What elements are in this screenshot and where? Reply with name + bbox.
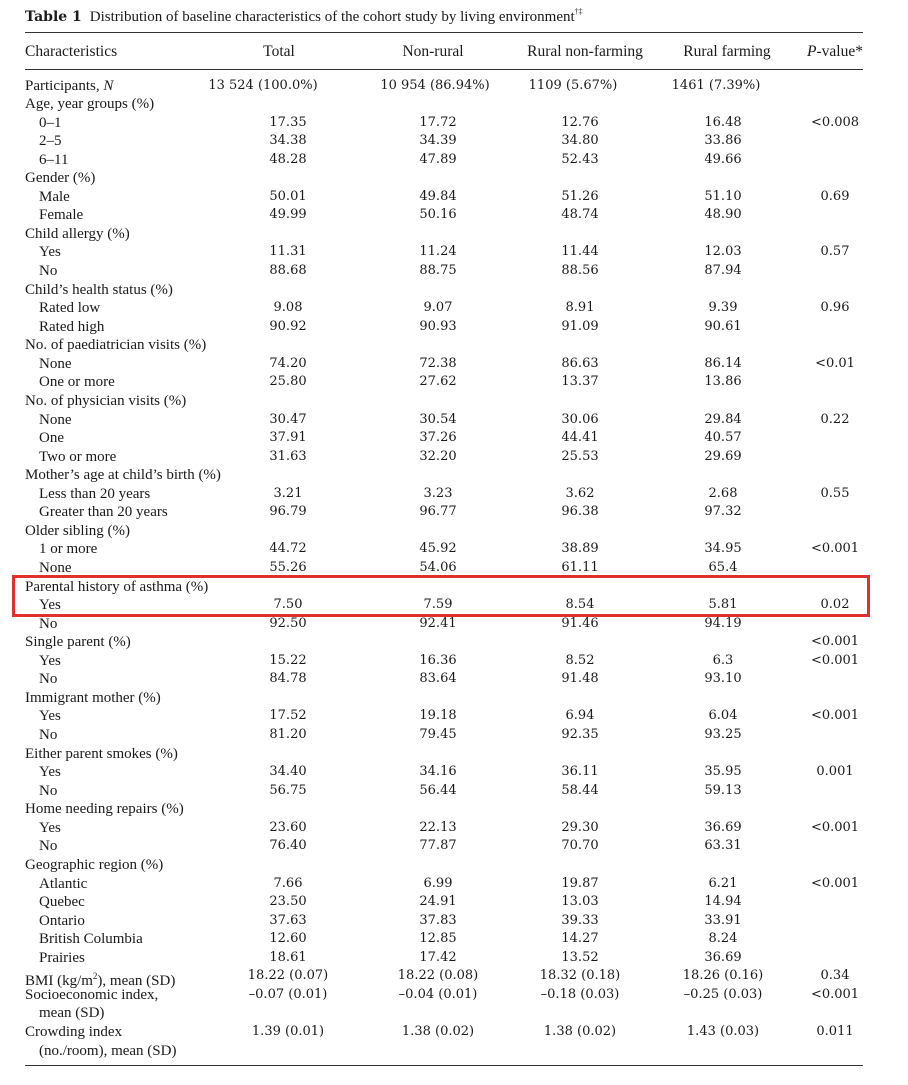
row-sublabel: Prairies xyxy=(39,949,85,966)
row-sublabel: Less than 20 years xyxy=(39,485,151,502)
bottom-rule xyxy=(25,1065,863,1066)
cell-total: 76.40 xyxy=(269,838,307,854)
row-label: Age, year groups (%) xyxy=(25,96,155,112)
cell-non-rural: 16.36 xyxy=(419,652,457,668)
cell-p-value: <0.001 xyxy=(810,652,860,668)
cell-total: 7.66 xyxy=(273,875,303,891)
participants-total: 13 524 (100.0%) xyxy=(208,78,318,93)
cell-rural-farming: 36.69 xyxy=(704,819,742,835)
cell-p-value: <0.001 xyxy=(810,819,860,835)
table-label: Table 1 xyxy=(25,9,82,25)
top-rule xyxy=(25,32,863,33)
row-label: Geographic region (%) xyxy=(25,856,164,873)
cell-rural-non-farming: 92.35 xyxy=(561,727,599,743)
row-sublabel: 6–11 xyxy=(39,151,69,168)
cell-total: 74.20 xyxy=(269,355,307,371)
cell-total: 34.40 xyxy=(269,764,307,780)
row-sublabel: Yes xyxy=(39,652,61,669)
cell-rural-non-farming: 48.74 xyxy=(561,207,599,223)
participants-rural-non-farming: 1109 (5.67%) xyxy=(528,78,618,93)
cell-rural-farming: 29.84 xyxy=(704,411,742,427)
cell-total: 81.20 xyxy=(269,727,307,743)
cell-rural-non-farming: 13.03 xyxy=(561,894,599,910)
cell-non-rural: 7.59 xyxy=(423,597,453,613)
cell-rural-farming: 6.21 xyxy=(708,875,738,891)
cell-p-value: <0.008 xyxy=(810,114,860,130)
row-sublabel: Male xyxy=(39,188,70,205)
cell-rural-farming: 8.24 xyxy=(708,931,738,947)
cell-rural-non-farming: 8.52 xyxy=(565,652,595,668)
cell-total: 15.22 xyxy=(269,652,307,668)
cell-rural-non-farming: 51.26 xyxy=(561,188,599,204)
cell-rural-non-farming: 11.44 xyxy=(561,244,599,260)
cell-rural-non-farming: 14.27 xyxy=(561,931,599,947)
cell-rural-farming: 5.81 xyxy=(708,597,738,613)
cell-rural-non-farming: 91.46 xyxy=(561,615,599,631)
row-label-bmi: BMI $(kg/m^2)$, mean (SD) xyxy=(25,971,176,990)
cell-rural-non-farming: 91.09 xyxy=(561,318,599,334)
row-sublabel: None xyxy=(39,560,72,576)
cell-total: 92.50 xyxy=(269,615,307,631)
cell-p-value: 0.57 xyxy=(820,244,850,260)
cell-p-value: <0.001 xyxy=(810,634,860,650)
cell-rural-non-farming: 13.37 xyxy=(561,374,599,390)
row-sublabel: 2–5 xyxy=(39,133,62,150)
cell-rural-non-farming: 12.76 xyxy=(561,114,599,130)
cell-total: 90.92 xyxy=(269,318,307,334)
cell-rural-farming: 2.68 xyxy=(708,485,738,501)
title-footnote-marks: †‡ xyxy=(574,7,583,16)
row-sublabel: One xyxy=(39,430,64,447)
cell-rural-farming: 14.94 xyxy=(704,894,742,910)
cell-total: 50.01 xyxy=(269,188,307,204)
cell-rural-non-farming: 61.11 xyxy=(561,560,599,575)
cell-rural-farming: 93.10 xyxy=(704,671,742,687)
row-sublabel: mean (SD) xyxy=(39,1005,105,1022)
bmi-rural-non-farming: 18.32 (0.18) xyxy=(539,968,621,984)
cell-total: 12.60 xyxy=(269,931,307,947)
header-p-value: P-value* xyxy=(807,43,863,60)
cell-total: 17.52 xyxy=(269,708,307,724)
cell-rural-non-farming: 6.94 xyxy=(565,708,595,724)
cell-rural-farming: 97.32 xyxy=(704,504,742,520)
header-non-rural: Non-rural xyxy=(402,43,464,60)
table-caption xyxy=(25,7,583,26)
row-label: Home needing repairs (%) xyxy=(25,801,184,818)
cell-p-value: <0.001 xyxy=(810,708,860,724)
cell-total: 31.63 xyxy=(269,448,307,464)
cell-p-value: 0.55 xyxy=(820,485,850,501)
cell-rural-farming: 63.31 xyxy=(704,838,742,854)
row-sublabel: (no./room), mean (SD) xyxy=(39,1042,177,1059)
cell-total: 11.31 xyxy=(269,244,307,260)
cell-rural-non-farming: 39.33 xyxy=(561,912,599,928)
cell-rural-non-farming: 70.70 xyxy=(561,838,599,854)
cell-total: 1.39 (0.01) xyxy=(251,1024,325,1039)
row-sublabel: Atlantic xyxy=(39,875,88,892)
cell-rural-farming: 36.69 xyxy=(704,949,742,965)
cell-total: 96.79 xyxy=(269,504,307,520)
cell-rural-farming: 29.69 xyxy=(704,448,742,464)
cell-p-value: <0.01 xyxy=(815,355,855,371)
cell-non-rural: 88.75 xyxy=(419,263,457,279)
cell-non-rural: 17.72 xyxy=(419,114,457,130)
cell-p-value: 0.011 xyxy=(816,1024,854,1039)
row-label: Older sibling (%) xyxy=(25,522,130,539)
cell-non-rural: 6.99 xyxy=(423,875,453,891)
cell-rural-farming: –0.25 (0.03) xyxy=(683,986,763,1002)
cell-rural-non-farming: 29.30 xyxy=(561,819,599,835)
cell-non-rural: 34.39 xyxy=(419,133,457,149)
cell-rural-non-farming: 8.54 xyxy=(565,597,595,613)
cell-non-rural: 54.06 xyxy=(419,560,457,575)
row-sublabel: British Columbia xyxy=(39,931,143,948)
table-title: Distribution of baseline characteristics of the cohort study by living environment xyxy=(89,9,575,25)
cell-total: 30.47 xyxy=(269,411,307,427)
cell-non-rural: 22.13 xyxy=(419,819,457,835)
cell-total: 34.38 xyxy=(269,133,307,149)
cell-total: 18.61 xyxy=(269,949,307,965)
row-sublabel: Rated low xyxy=(39,300,101,317)
cell-total: 9.08 xyxy=(273,300,303,316)
row-label: Single parent (%) xyxy=(25,634,131,651)
cell-non-rural: 37.26 xyxy=(419,430,457,446)
cell-non-rural: –0.04 (0.01) xyxy=(398,986,478,1002)
cell-rural-farming: 35.95 xyxy=(704,764,742,780)
cell-p-value: 0.69 xyxy=(820,188,850,204)
row-label: Parental history of asthma (%) xyxy=(25,578,209,595)
cell-p-value: 0.22 xyxy=(820,411,850,427)
header-characteristics: Characteristics xyxy=(25,43,118,60)
row-sublabel: 0–1 xyxy=(39,114,62,131)
row-label: Child’s health status (%) xyxy=(25,281,173,298)
cell-total: 23.60 xyxy=(269,819,307,835)
row-sublabel: Yes xyxy=(39,244,61,261)
cell-total: 37.63 xyxy=(269,912,307,928)
row-label-participants: Participants, N xyxy=(25,78,114,94)
cell-rural-farming: 13.86 xyxy=(704,374,742,390)
cell-rural-farming: 65.4 xyxy=(708,560,738,575)
row-sublabel: Yes xyxy=(39,597,61,614)
row-sublabel: No xyxy=(39,671,58,688)
cell-rural-farming: 87.94 xyxy=(704,263,742,279)
participants-non-rural: 10 954 (86.94%) xyxy=(380,78,490,93)
cell-rural-non-farming: 52.43 xyxy=(561,151,599,167)
cell-non-rural: 83.64 xyxy=(419,671,457,687)
cell-non-rural: 56.44 xyxy=(419,782,457,798)
cell-total: 3.21 xyxy=(273,485,303,501)
cell-total: –0.07 (0.01) xyxy=(248,986,328,1002)
cell-non-rural: 11.24 xyxy=(419,244,457,260)
bmi-rural-farming: 18.26 (0.16) xyxy=(682,968,764,984)
header-rural-farming: Rural farming xyxy=(683,43,771,60)
header-total: Total xyxy=(263,43,295,60)
cell-non-rural: 96.77 xyxy=(419,504,457,520)
cell-non-rural: 3.23 xyxy=(423,485,453,501)
cell-rural-farming: 40.57 xyxy=(704,430,742,446)
cell-non-rural: 77.87 xyxy=(419,838,457,854)
cell-non-rural: 24.91 xyxy=(419,894,457,910)
cell-rural-farming: 48.90 xyxy=(704,207,742,223)
cell-non-rural: 17.42 xyxy=(419,949,457,965)
row-sublabel: Two or more xyxy=(39,448,117,465)
cell-p-value: 0.96 xyxy=(820,300,850,316)
row-sublabel: Yes xyxy=(39,708,61,725)
cell-non-rural: 45.92 xyxy=(419,541,457,557)
cell-rural-non-farming: 96.38 xyxy=(561,504,599,520)
bmi-p-value: 0.34 xyxy=(820,968,850,984)
cell-total: 49.99 xyxy=(269,207,307,223)
cell-non-rural: 90.93 xyxy=(419,318,457,334)
cell-rural-farming: 33.86 xyxy=(704,133,742,149)
cell-non-rural: 1.38 (0.02) xyxy=(401,1024,475,1039)
cell-rural-farming: 94.19 xyxy=(704,615,742,631)
cell-total: 48.28 xyxy=(269,151,307,167)
cell-rural-farming: 9.39 xyxy=(708,300,738,316)
cell-rural-non-farming: 34.80 xyxy=(561,133,599,149)
header-rural-non-farming: Rural non-farming xyxy=(527,43,643,60)
row-label: Mother’s age at child’s birth (%) xyxy=(25,467,221,484)
cell-total: 17.35 xyxy=(269,114,307,130)
cell-rural-non-farming: 86.63 xyxy=(561,355,599,371)
row-sublabel: 1 or more xyxy=(39,541,98,558)
cell-total: 44.72 xyxy=(269,541,307,557)
cell-rural-farming: 16.48 xyxy=(704,114,742,130)
row-sublabel: No xyxy=(39,782,58,799)
row-sublabel: No xyxy=(39,615,58,632)
cell-rural-non-farming: 1.38 (0.02) xyxy=(543,1024,617,1039)
cell-non-rural: 47.89 xyxy=(419,151,457,167)
cell-rural-non-farming: 88.56 xyxy=(561,263,599,279)
row-sublabel: None xyxy=(39,411,72,428)
cell-rural-farming: 6.3 xyxy=(712,652,734,668)
cell-rural-farming: 90.61 xyxy=(704,318,742,334)
row-sublabel: Yes xyxy=(39,819,61,836)
cell-p-value: <0.001 xyxy=(810,541,860,557)
cell-non-rural: 9.07 xyxy=(423,300,453,316)
cell-non-rural: 72.38 xyxy=(419,355,457,371)
cell-rural-non-farming: 25.53 xyxy=(561,448,599,464)
bmi-non-rural: 18.22 (0.08) xyxy=(397,968,479,984)
row-sublabel: Quebec xyxy=(39,894,85,911)
cell-rural-non-farming: 38.89 xyxy=(561,541,599,557)
row-sublabel: None xyxy=(39,355,72,372)
cell-total: 88.68 xyxy=(269,263,307,279)
cell-rural-non-farming: 36.11 xyxy=(561,764,599,780)
row-label: Crowding index xyxy=(25,1024,123,1040)
participants-rural-farming: 1461 (7.39%) xyxy=(671,78,761,93)
cell-total: 55.26 xyxy=(269,560,307,575)
row-sublabel: No xyxy=(39,838,58,855)
cell-total: 23.50 xyxy=(269,894,307,910)
cell-rural-farming: 51.10 xyxy=(704,188,742,204)
cell-non-rural: 49.84 xyxy=(419,188,457,204)
cell-rural-non-farming: 8.91 xyxy=(565,300,595,316)
row-sublabel: Ontario xyxy=(39,912,85,929)
cell-non-rural: 50.16 xyxy=(419,207,457,223)
cell-non-rural: 79.45 xyxy=(419,727,457,743)
cell-non-rural: 37.83 xyxy=(419,912,457,928)
row-sublabel: Female xyxy=(39,207,84,224)
cell-rural-farming: 86.14 xyxy=(704,355,742,371)
cell-total: 37.91 xyxy=(269,430,307,446)
cell-non-rural: 27.62 xyxy=(419,374,457,390)
cell-total: 7.50 xyxy=(273,597,303,613)
cell-p-value: <0.001 xyxy=(810,986,860,1002)
cell-rural-farming: 6.04 xyxy=(708,708,738,724)
row-sublabel: Yes xyxy=(39,764,61,781)
row-sublabel: No xyxy=(39,727,58,744)
cell-non-rural: 32.20 xyxy=(419,448,457,464)
cell-non-rural: 34.16 xyxy=(419,764,457,780)
cell-rural-non-farming: 44.41 xyxy=(561,430,599,446)
cell-p-value: 0.02 xyxy=(820,597,850,613)
cell-rural-non-farming: 58.44 xyxy=(561,782,599,798)
cell-rural-non-farming: 91.48 xyxy=(561,671,599,687)
cell-p-value: 0.001 xyxy=(816,764,854,780)
cell-rural-non-farming: 3.62 xyxy=(565,485,595,501)
cell-total: 56.75 xyxy=(269,782,307,798)
cell-rural-farming: 34.95 xyxy=(704,541,742,557)
row-label: Socioeconomic index, xyxy=(25,986,159,1003)
row-label: No. of physician visits (%) xyxy=(25,392,187,409)
cell-total: 84.78 xyxy=(269,671,307,687)
row-label: Either parent smokes (%) xyxy=(25,745,178,762)
bmi-total: 18.22 (0.07) xyxy=(247,968,329,984)
cell-rural-non-farming: 13.52 xyxy=(561,949,599,965)
row-sublabel: Rated high xyxy=(39,318,105,335)
cell-total: 25.80 xyxy=(269,374,307,390)
cell-rural-farming: 12.03 xyxy=(704,244,742,260)
cell-rural-non-farming: 30.06 xyxy=(561,411,599,427)
cell-rural-farming: 59.13 xyxy=(704,782,742,798)
cell-rural-non-farming: –0.18 (0.03) xyxy=(540,986,620,1002)
row-sublabel: One or more xyxy=(39,374,115,391)
row-sublabel: No xyxy=(39,263,58,280)
cell-non-rural: 12.85 xyxy=(419,931,457,947)
cell-rural-farming: 1.43 (0.03) xyxy=(686,1024,760,1039)
cell-rural-non-farming: 19.87 xyxy=(561,875,599,891)
header-rule xyxy=(25,69,863,70)
cell-non-rural: 92.41 xyxy=(419,615,457,631)
row-label: Immigrant mother (%) xyxy=(25,689,161,706)
cell-rural-farming: 49.66 xyxy=(704,151,742,167)
cell-non-rural: 19.18 xyxy=(419,708,457,724)
row-label: Child allergy (%) xyxy=(25,225,130,242)
row-label: No. of paediatrician visits (%) xyxy=(25,337,207,354)
cell-p-value: <0.001 xyxy=(810,875,860,891)
cell-rural-farming: 93.25 xyxy=(704,727,742,743)
cell-rural-farming: 33.91 xyxy=(704,912,742,928)
row-sublabel: Greater than 20 years xyxy=(39,504,168,521)
row-label: Gender (%) xyxy=(25,170,96,187)
cell-non-rural: 30.54 xyxy=(419,411,457,427)
